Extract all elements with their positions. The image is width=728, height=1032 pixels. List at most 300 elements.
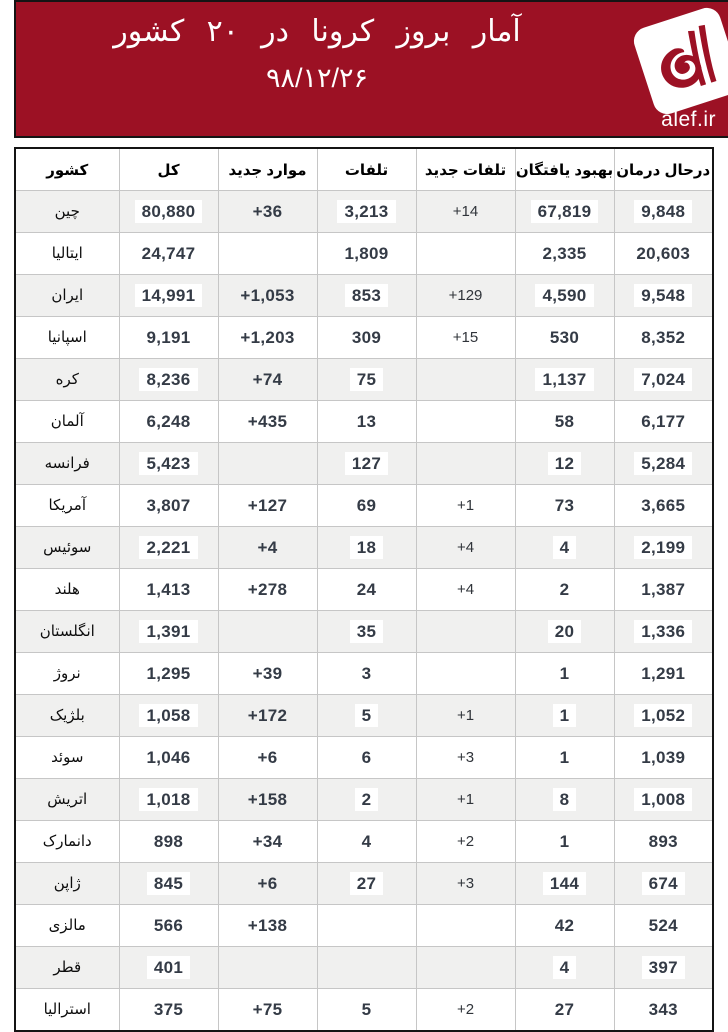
- total-value: 6,248: [139, 410, 197, 433]
- table-row: [15, 863, 713, 905]
- cell-deaths: [317, 611, 416, 653]
- active-value: 1,291: [634, 662, 692, 685]
- total-value: 3,807: [139, 494, 197, 517]
- cell-new-deaths: [416, 947, 515, 989]
- new-deaths-value: +3: [456, 748, 475, 766]
- recovered-value: 12: [548, 452, 582, 475]
- deaths-value: 6: [355, 746, 379, 769]
- recovered-value: 1: [553, 746, 577, 769]
- cell-recovered: [515, 989, 614, 1032]
- new-deaths-value: +1: [456, 790, 475, 808]
- total-value: 1,058: [139, 704, 197, 727]
- cell-deaths: [317, 485, 416, 527]
- country-value: استرالیا: [43, 1001, 91, 1018]
- cell-total: [119, 653, 218, 695]
- cell-recovered: [515, 401, 614, 443]
- active-value: 397: [642, 956, 685, 979]
- new-cases-value: +138: [247, 915, 288, 935]
- cell-country: [15, 863, 119, 905]
- cell-recovered: [515, 737, 614, 779]
- page-title: آمار بروز کرونا در ۲۰ کشور: [113, 15, 521, 48]
- recovered-value: 42: [548, 914, 582, 937]
- new-deaths-value: +1: [456, 496, 475, 514]
- total-value: 8,236: [139, 368, 197, 391]
- table-row: [15, 191, 713, 233]
- deaths-value: 75: [350, 368, 384, 391]
- country-value: هلند: [54, 581, 80, 598]
- active-value: 2,199: [634, 536, 692, 559]
- recovered-value: 4,590: [535, 284, 593, 307]
- deaths-value: 24: [350, 578, 384, 601]
- cell-total: [119, 275, 218, 317]
- total-value: 2,221: [139, 536, 197, 559]
- table-row: [15, 947, 713, 989]
- new-deaths-value: +4: [456, 580, 475, 598]
- cell-total: [119, 527, 218, 569]
- cell-total: [119, 863, 218, 905]
- active-value: 1,052: [634, 704, 692, 727]
- table-row: [15, 905, 713, 947]
- cell-recovered: [515, 695, 614, 737]
- cell-deaths: [317, 359, 416, 401]
- cell-deaths: [317, 233, 416, 275]
- total-value: 80,880: [135, 200, 203, 223]
- active-value: 9,548: [634, 284, 692, 307]
- cell-deaths: [317, 779, 416, 821]
- cell-active: [614, 569, 713, 611]
- cell-total: [119, 989, 218, 1032]
- table-header-row: [15, 148, 713, 191]
- cell-new-deaths: [416, 233, 515, 275]
- cell-new-deaths: [416, 485, 515, 527]
- country-value: اتریش: [47, 791, 88, 808]
- cell-deaths: [317, 695, 416, 737]
- cell-country: [15, 317, 119, 359]
- cell-new-deaths: [416, 317, 515, 359]
- cell-active: [614, 191, 713, 233]
- table-row: [15, 569, 713, 611]
- deaths-value: 2: [355, 788, 379, 811]
- cell-total: [119, 401, 218, 443]
- active-value: 674: [642, 872, 685, 895]
- new-deaths-value: +2: [456, 832, 475, 850]
- active-value: 3,665: [634, 494, 692, 517]
- deaths-value: 18: [350, 536, 384, 559]
- table-row: [15, 779, 713, 821]
- table-row: [15, 611, 713, 653]
- new-cases-value: +36: [252, 201, 283, 221]
- cell-active: [614, 695, 713, 737]
- recovered-value: 73: [548, 494, 582, 517]
- deaths-value: 853: [345, 284, 388, 307]
- cell-country: [15, 905, 119, 947]
- country-value: آلمان: [50, 413, 84, 430]
- cell-recovered: [515, 863, 614, 905]
- total-value: 401: [147, 956, 190, 979]
- header-date: ۹۸/۱۲/۲۶: [265, 63, 368, 93]
- cell-total: [119, 569, 218, 611]
- cell-deaths: [317, 569, 416, 611]
- cell-country: [15, 947, 119, 989]
- cell-total: [119, 443, 218, 485]
- active-value: 1,336: [634, 620, 692, 643]
- alef-logo-icon: [630, 4, 728, 117]
- cell-recovered: [515, 653, 614, 695]
- cell-new-cases: [218, 569, 317, 611]
- total-value: 5,423: [139, 452, 197, 475]
- deaths-value: 309: [345, 326, 388, 349]
- cell-new-deaths: [416, 989, 515, 1032]
- cell-new-deaths: [416, 863, 515, 905]
- recovered-value: 1: [553, 704, 577, 727]
- cell-new-deaths: [416, 737, 515, 779]
- cell-active: [614, 989, 713, 1032]
- cell-new-cases: [218, 737, 317, 779]
- table-row: [15, 317, 713, 359]
- cell-recovered: [515, 569, 614, 611]
- table-row: [15, 737, 713, 779]
- table-body: [15, 191, 713, 1032]
- cell-recovered: [515, 275, 614, 317]
- cell-new-cases: [218, 863, 317, 905]
- cell-total: [119, 695, 218, 737]
- cell-country: [15, 485, 119, 527]
- cell-deaths: [317, 317, 416, 359]
- col-header-new-cases: موارد جدید: [218, 148, 317, 191]
- logo-site-label: alef.ir: [661, 108, 716, 131]
- cell-recovered: [515, 821, 614, 863]
- recovered-value: 2,335: [535, 242, 593, 265]
- country-value: ایتالیا: [51, 245, 83, 262]
- deaths-value: 5: [355, 998, 379, 1021]
- country-value: اسپانیا: [47, 329, 87, 346]
- table-row: [15, 653, 713, 695]
- active-value: 7,024: [634, 368, 692, 391]
- recovered-value: 2: [553, 578, 577, 601]
- cell-active: [614, 485, 713, 527]
- new-cases-value: +75: [252, 999, 283, 1019]
- new-cases-value: +127: [247, 495, 288, 515]
- cell-active: [614, 821, 713, 863]
- cell-new-deaths: [416, 905, 515, 947]
- cell-new-cases: [218, 527, 317, 569]
- cell-country: [15, 191, 119, 233]
- recovered-value: 1: [553, 830, 577, 853]
- country-value: ژاپن: [53, 875, 81, 892]
- cell-active: [614, 401, 713, 443]
- cell-active: [614, 611, 713, 653]
- new-cases-value: +278: [247, 579, 288, 599]
- col-header-active: درحال درمان: [614, 148, 713, 191]
- col-header-country: کشور: [15, 148, 119, 191]
- recovered-value: 530: [543, 326, 586, 349]
- cell-total: [119, 191, 218, 233]
- cell-deaths: [317, 275, 416, 317]
- cell-new-cases: [218, 485, 317, 527]
- cell-deaths: [317, 401, 416, 443]
- cell-deaths: [317, 905, 416, 947]
- new-cases-value: +39: [252, 663, 283, 683]
- cell-new-cases: [218, 821, 317, 863]
- new-deaths-value: +3: [456, 874, 475, 892]
- new-cases-value: +6: [257, 873, 278, 893]
- cell-country: [15, 821, 119, 863]
- new-deaths-value: +129: [448, 286, 483, 304]
- recovered-value: 27: [548, 998, 582, 1021]
- cell-new-deaths: [416, 569, 515, 611]
- total-value: 14,991: [135, 284, 203, 307]
- total-value: 9,191: [139, 326, 197, 349]
- table-row: [15, 989, 713, 1032]
- new-cases-value: +1,203: [240, 327, 295, 347]
- country-value: ایران: [51, 287, 84, 304]
- cell-deaths: [317, 443, 416, 485]
- cell-recovered: [515, 443, 614, 485]
- cell-deaths: [317, 989, 416, 1032]
- cell-country: [15, 653, 119, 695]
- table-row: [15, 821, 713, 863]
- new-cases-value: +1,053: [240, 285, 295, 305]
- cell-country: [15, 737, 119, 779]
- new-cases-value: +34: [252, 831, 283, 851]
- new-cases-value: +158: [247, 789, 288, 809]
- cell-total: [119, 905, 218, 947]
- cell-new-cases: [218, 947, 317, 989]
- table-row: [15, 443, 713, 485]
- cell-total: [119, 947, 218, 989]
- recovered-value: 4: [553, 956, 577, 979]
- new-cases-value: +172: [247, 705, 288, 725]
- cell-new-cases: [218, 317, 317, 359]
- total-value: 898: [147, 830, 190, 853]
- cell-recovered: [515, 359, 614, 401]
- table-row: [15, 485, 713, 527]
- cell-new-cases: [218, 611, 317, 653]
- cell-recovered: [515, 611, 614, 653]
- col-header-recovered: بهبود یافتگان: [515, 148, 614, 191]
- recovered-value: 1: [553, 662, 577, 685]
- recovered-value: 8: [553, 788, 577, 811]
- recovered-value: 20: [548, 620, 582, 643]
- cell-active: [614, 233, 713, 275]
- cell-total: [119, 317, 218, 359]
- country-value: نروژ: [53, 665, 81, 682]
- recovered-value: 144: [543, 872, 586, 895]
- country-value: مالزی: [48, 917, 86, 934]
- country-value: دانمارک: [42, 833, 92, 850]
- deaths-value: 3: [355, 662, 379, 685]
- recovered-value: 58: [548, 410, 582, 433]
- covid-stats-table: [14, 147, 714, 1032]
- country-value: سوئیس: [43, 539, 92, 556]
- cell-new-cases: [218, 653, 317, 695]
- cell-deaths: [317, 527, 416, 569]
- total-value: 1,046: [139, 746, 197, 769]
- deaths-value: 4: [355, 830, 379, 853]
- cell-country: [15, 527, 119, 569]
- cell-active: [614, 905, 713, 947]
- active-value: 893: [642, 830, 685, 853]
- cell-new-deaths: [416, 191, 515, 233]
- cell-new-deaths: [416, 275, 515, 317]
- table-row: [15, 401, 713, 443]
- cell-deaths: [317, 863, 416, 905]
- country-value: کره: [55, 371, 79, 388]
- cell-active: [614, 359, 713, 401]
- new-deaths-value: +4: [456, 538, 475, 556]
- cell-active: [614, 947, 713, 989]
- header-banner: [14, 0, 728, 138]
- cell-country: [15, 233, 119, 275]
- deaths-value: 5: [355, 704, 379, 727]
- alef-logo: [602, 2, 728, 136]
- cell-new-cases: [218, 989, 317, 1032]
- cell-active: [614, 863, 713, 905]
- cell-deaths: [317, 191, 416, 233]
- cell-total: [119, 611, 218, 653]
- new-deaths-value: +15: [452, 328, 479, 346]
- country-value: انگلستان: [39, 623, 95, 640]
- cell-total: [119, 233, 218, 275]
- cell-new-cases: [218, 695, 317, 737]
- cell-new-deaths: [416, 653, 515, 695]
- cell-total: [119, 779, 218, 821]
- cell-country: [15, 401, 119, 443]
- country-value: آمریکا: [48, 497, 86, 514]
- cell-country: [15, 779, 119, 821]
- cell-deaths: [317, 653, 416, 695]
- new-deaths-value: +14: [452, 202, 479, 220]
- cell-new-cases: [218, 359, 317, 401]
- active-value: 9,848: [634, 200, 692, 223]
- active-value: 1,387: [634, 578, 692, 601]
- cell-active: [614, 443, 713, 485]
- cell-recovered: [515, 947, 614, 989]
- cell-deaths: [317, 737, 416, 779]
- deaths-value: 69: [350, 494, 384, 517]
- country-value: فرانسه: [44, 455, 90, 472]
- active-value: 1,039: [634, 746, 692, 769]
- cell-recovered: [515, 527, 614, 569]
- cell-active: [614, 275, 713, 317]
- new-cases-value: +4: [257, 537, 278, 557]
- new-deaths-value: +2: [456, 1000, 475, 1018]
- cell-active: [614, 653, 713, 695]
- deaths-value: 13: [350, 410, 384, 433]
- total-value: 375: [147, 998, 190, 1021]
- cell-deaths: [317, 947, 416, 989]
- table-row: [15, 527, 713, 569]
- col-header-total: کل: [119, 148, 218, 191]
- banner-text: [16, 10, 618, 94]
- cell-country: [15, 275, 119, 317]
- recovered-value: 67,819: [531, 200, 599, 223]
- cell-new-deaths: [416, 695, 515, 737]
- country-value: سوئد: [51, 749, 84, 766]
- cell-recovered: [515, 191, 614, 233]
- new-cases-value: +435: [247, 411, 288, 431]
- cell-new-deaths: [416, 779, 515, 821]
- country-value: قطر: [53, 959, 82, 976]
- deaths-value: 1,809: [337, 242, 395, 265]
- active-value: 6,177: [634, 410, 692, 433]
- deaths-value: 27: [350, 872, 384, 895]
- table-row: [15, 359, 713, 401]
- deaths-value: 127: [345, 452, 388, 475]
- cell-recovered: [515, 905, 614, 947]
- cell-new-deaths: [416, 359, 515, 401]
- deaths-value: 35: [350, 620, 384, 643]
- col-header-deaths: تلفات: [317, 148, 416, 191]
- cell-new-deaths: [416, 401, 515, 443]
- active-value: 524: [642, 914, 685, 937]
- total-value: 845: [147, 872, 190, 895]
- cell-total: [119, 359, 218, 401]
- cell-active: [614, 779, 713, 821]
- cell-recovered: [515, 233, 614, 275]
- deaths-value: 3,213: [337, 200, 395, 223]
- cell-new-deaths: [416, 527, 515, 569]
- cell-new-deaths: [416, 611, 515, 653]
- table-row: [15, 695, 713, 737]
- active-value: 343: [642, 998, 685, 1021]
- table-row: [15, 275, 713, 317]
- cell-country: [15, 443, 119, 485]
- cell-active: [614, 527, 713, 569]
- total-value: 566: [147, 914, 190, 937]
- cell-new-cases: [218, 401, 317, 443]
- active-value: 1,008: [634, 788, 692, 811]
- table-row: [15, 233, 713, 275]
- cell-country: [15, 695, 119, 737]
- cell-new-deaths: [416, 821, 515, 863]
- cell-total: [119, 485, 218, 527]
- new-cases-value: +6: [257, 747, 278, 767]
- country-value: بلژیک: [49, 707, 85, 724]
- cell-active: [614, 317, 713, 359]
- cell-country: [15, 359, 119, 401]
- cell-new-cases: [218, 905, 317, 947]
- cell-new-cases: [218, 779, 317, 821]
- cell-total: [119, 737, 218, 779]
- total-value: 1,018: [139, 788, 197, 811]
- active-value: 5,284: [634, 452, 692, 475]
- cell-new-cases: [218, 275, 317, 317]
- total-value: 1,295: [139, 662, 197, 685]
- cell-active: [614, 737, 713, 779]
- new-deaths-value: +1: [456, 706, 475, 724]
- recovered-value: 4: [553, 536, 577, 559]
- cell-recovered: [515, 317, 614, 359]
- active-value: 20,603: [629, 242, 697, 265]
- cell-new-cases: [218, 443, 317, 485]
- new-cases-value: +74: [252, 369, 283, 389]
- cell-new-deaths: [416, 443, 515, 485]
- cell-recovered: [515, 485, 614, 527]
- total-value: 1,413: [139, 578, 197, 601]
- cell-country: [15, 989, 119, 1032]
- recovered-value: 1,137: [535, 368, 593, 391]
- active-value: 8,352: [634, 326, 692, 349]
- cell-new-cases: [218, 191, 317, 233]
- cell-new-cases: [218, 233, 317, 275]
- total-value: 24,747: [135, 242, 203, 265]
- cell-total: [119, 821, 218, 863]
- cell-country: [15, 569, 119, 611]
- cell-country: [15, 611, 119, 653]
- cell-deaths: [317, 821, 416, 863]
- cell-recovered: [515, 779, 614, 821]
